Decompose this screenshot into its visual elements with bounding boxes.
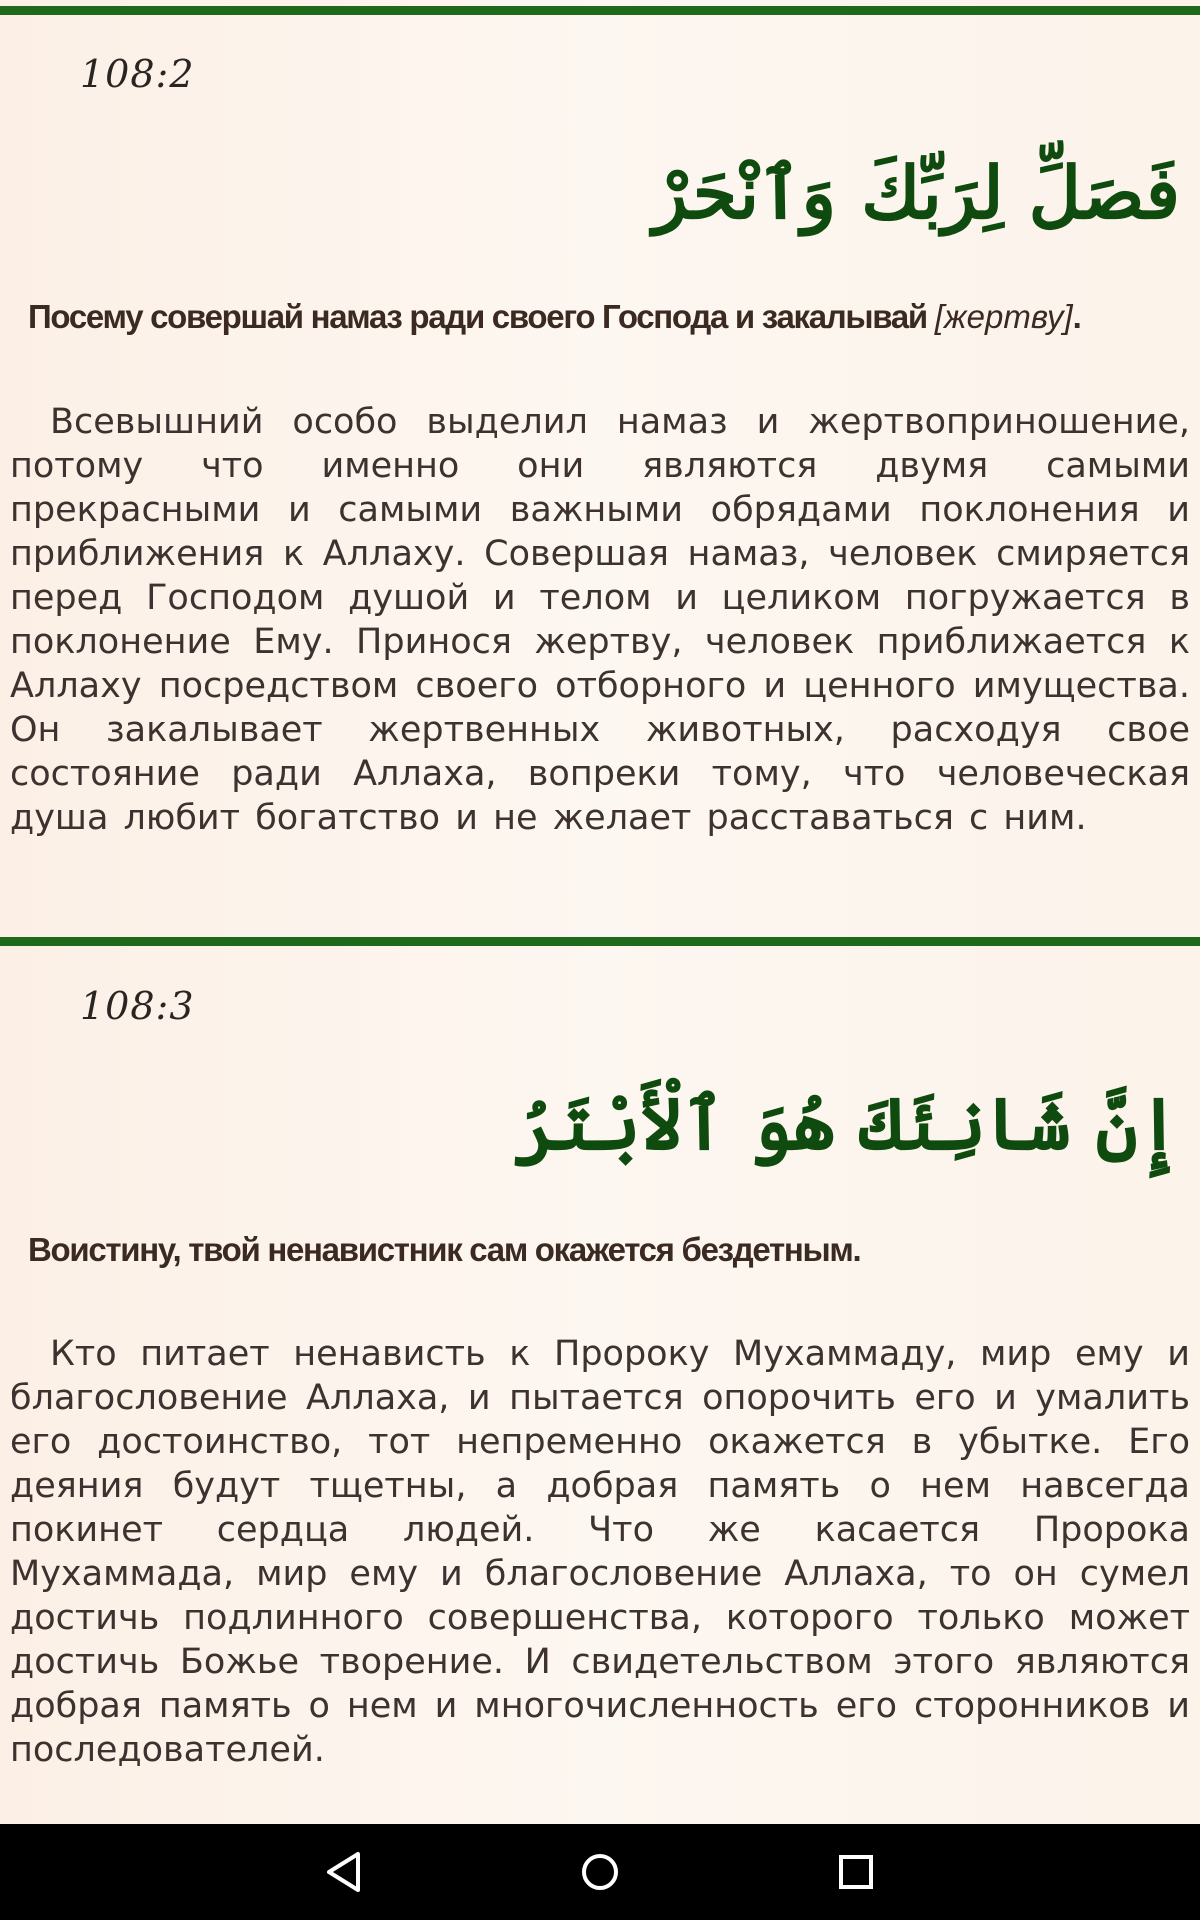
arabic-verse-text: إِنَّ شَانِئَكَ هُوَ ٱلْأَبْتَرُ [514,1081,1180,1166]
verse-translation [28,298,1180,336]
translation-main-text: Посему совершай намаз ради своего Господа и закалывай [28,298,935,335]
verse-card-108-2 [0,0,1200,940]
verse-number: 108:2 [80,52,195,96]
translation-main-text: Воистину, твой ненавистник сам окажется бездетным. [28,1231,861,1268]
back-button[interactable] [314,1842,374,1902]
verse-card-108-3 [0,946,1200,1824]
translation-italic-text: [жертву] [934,298,1073,335]
verse-number: 108:3 [80,984,195,1028]
recents-button[interactable] [826,1842,886,1902]
verse-divider [0,937,1200,946]
back-triangle-icon [324,1850,364,1894]
translation-end-text: . [1072,298,1081,335]
verse-commentary: Всевышний особо выделил намаз и жертвоприношение, потому что именно они являются двумя самыми прекрасными и самыми важными обрядами поклонения и приближения к Аллаху. Совершая намаз, человек смиряется перед Господом душой и телом и целиком погружается в поклонение Ему. Принося жертву, человек приближается к Аллаху посредством своего отборного и ценного имущества. Он закалывает жертвенных животных, расходуя свое состояние ради Аллаха, вопреки тому, что человеческая душа любит богатство и не желает расставаться с ним. [10,402,1190,838]
home-circle-icon [578,1850,622,1894]
verse-translation [28,1231,1180,1269]
system-navigation-bar [0,1824,1200,1920]
arabic-verse-text: فَصَلِّ لِرَبِّكَ وَٱنْحَرْ [652,150,1180,235]
verse-commentary: Кто питает ненависть к Пророку Мухаммаду, мир ему и благословение Аллаха, и пытается опорочить его и умалить его достоинство, тот непременно окажется в убытке. Его деяния будут тщетны, а добрая память о нем навсегда покинет сердца людей. Что же касается Пророка Мухаммада, мир ему и благословение Аллаха, то он сумел достичь подлинного совершенства, которого только может достичь Божье творение. И свидетельством этого являются добрая память о нем и многочисленность его сторонников и последователей. [10,1334,1190,1770]
recents-square-icon [836,1852,876,1892]
home-button[interactable] [570,1842,630,1902]
